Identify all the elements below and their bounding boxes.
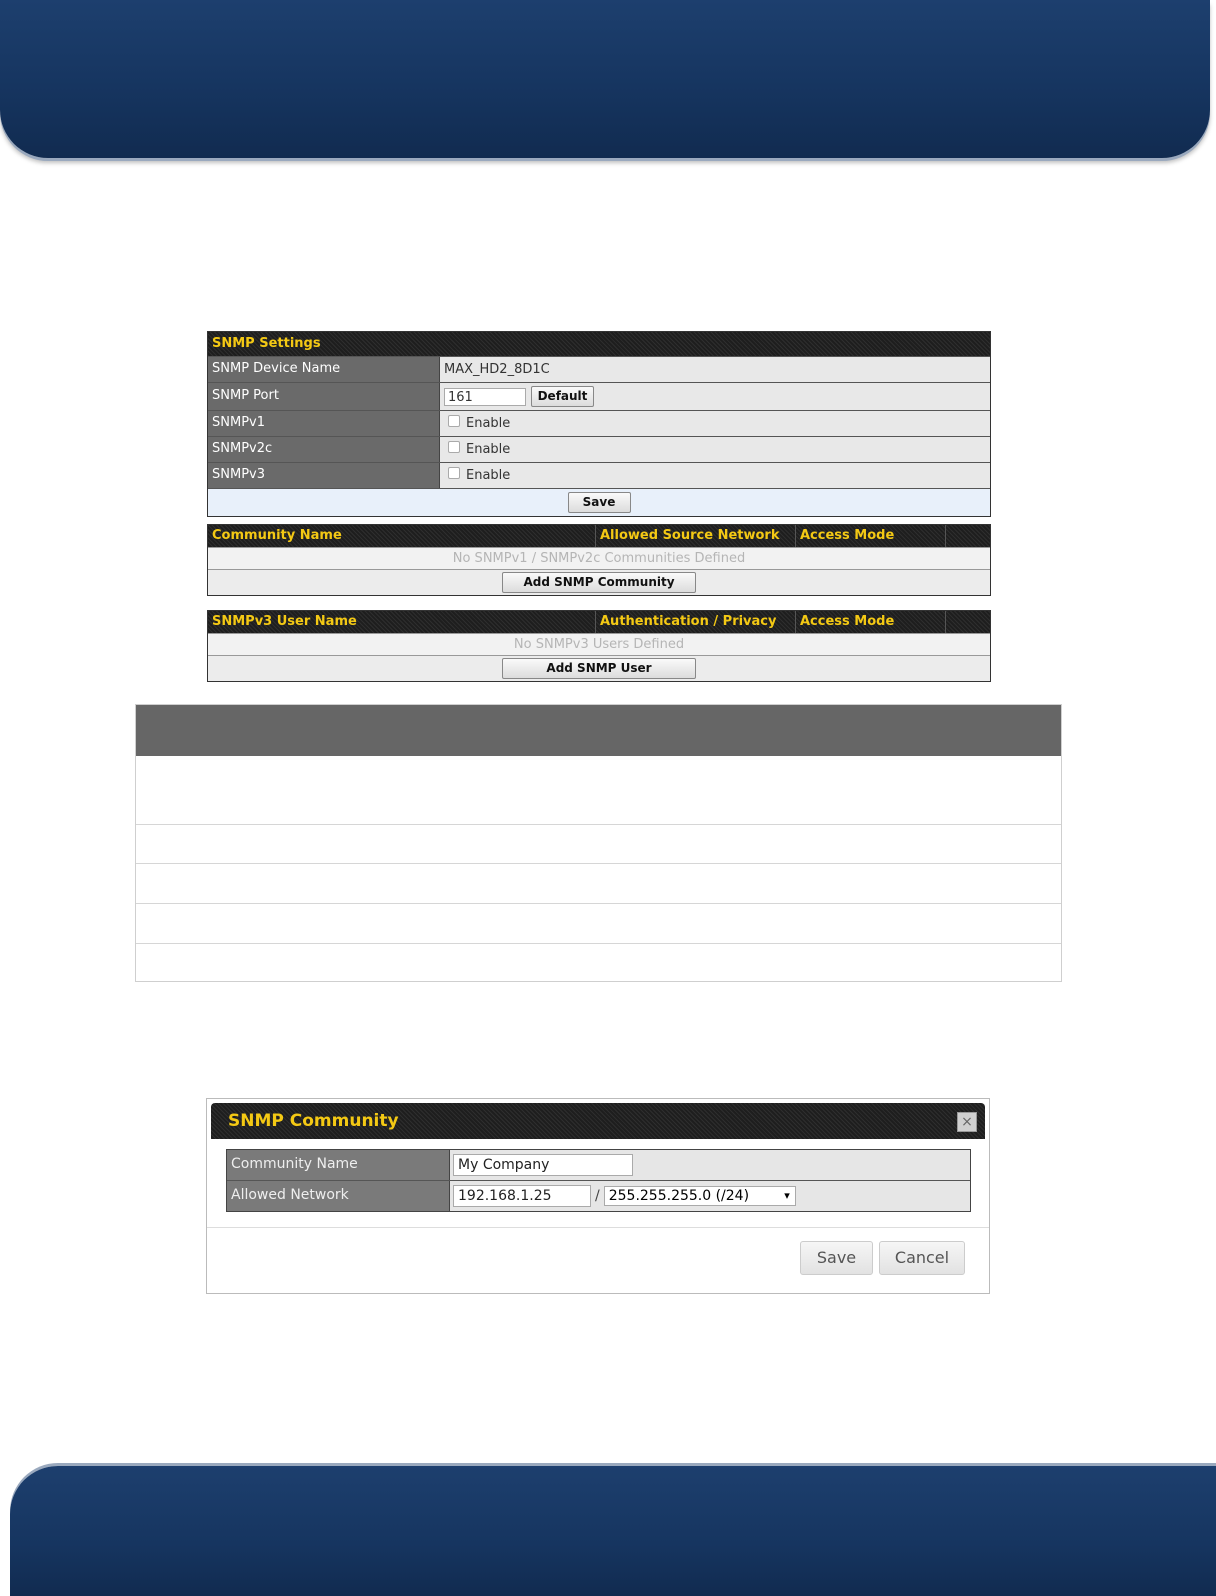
user-empty-text: No SNMPv3 Users Defined: [208, 633, 990, 655]
add-snmp-community-button[interactable]: Add SNMP Community: [502, 572, 696, 593]
snmp-community-dialog: [206, 1098, 990, 1294]
user-add-row: [208, 655, 990, 681]
community-add-row: [208, 569, 990, 595]
row-community-name: [227, 1150, 970, 1180]
description-row: [136, 824, 1061, 863]
community-name-label: Community Name: [227, 1150, 450, 1180]
device-name-label: SNMP Device Name: [208, 357, 440, 382]
snmpv1-enable-checkbox[interactable]: [448, 415, 460, 427]
network-ip-input[interactable]: 192.168.1.25: [453, 1185, 591, 1207]
snmpv2c-enable-checkbox[interactable]: [448, 441, 460, 453]
snmpv3-enable-checkbox[interactable]: [448, 467, 460, 479]
dialog-divider: [207, 1227, 989, 1228]
snmp-settings-panel: [207, 331, 991, 517]
row-allowed-network: [227, 1180, 970, 1211]
row-snmpv3: [208, 462, 990, 488]
dialog-form: [226, 1149, 971, 1212]
description-row: [136, 903, 1061, 943]
snmpv1-label: SNMPv1: [208, 411, 440, 436]
row-device-name: [208, 356, 990, 382]
device-name-value: MAX_HD2_8D1C: [444, 361, 550, 377]
add-snmp-user-button[interactable]: Add SNMP User: [502, 658, 696, 679]
snmpv2c-label: SNMPv2c: [208, 437, 440, 462]
dialog-save-button[interactable]: Save: [800, 1241, 873, 1275]
footer-banner: [10, 1466, 1216, 1596]
snmpv3-label: SNMPv3: [208, 463, 440, 488]
col-authentication-privacy: Authentication / Privacy: [596, 611, 796, 633]
subnet-mask-select[interactable]: [604, 1186, 796, 1206]
dialog-title: SNMP Community: [228, 1111, 399, 1131]
community-table: [207, 524, 991, 596]
save-row: [208, 488, 990, 516]
col-actions: [946, 525, 990, 547]
community-name-input[interactable]: My Company: [453, 1154, 633, 1176]
header-banner: [0, 0, 1210, 158]
chevron-down-icon: ▾: [784, 1189, 790, 1202]
snmpv2c-enable-label: Enable: [466, 441, 511, 457]
row-snmpv1: [208, 410, 990, 436]
save-settings-button[interactable]: Save: [568, 492, 631, 513]
col-user-access-mode: Access Mode: [796, 611, 946, 633]
default-port-button[interactable]: Default: [531, 386, 594, 407]
col-allowed-source-network: Allowed Source Network: [596, 525, 796, 547]
network-separator: /: [595, 1188, 600, 1204]
port-label: SNMP Port: [208, 383, 440, 410]
user-table: [207, 610, 991, 682]
close-icon[interactable]: ×: [957, 1112, 977, 1132]
dialog-header: [211, 1103, 985, 1139]
snmpv1-enable-label: Enable: [466, 415, 511, 431]
allowed-network-label: Allowed Network: [227, 1181, 450, 1211]
user-table-header: [208, 611, 990, 633]
description-row: [136, 863, 1061, 903]
col-community-name: Community Name: [208, 525, 596, 547]
snmp-settings-title: SNMP Settings: [208, 332, 990, 356]
col-snmpv3-user-name: SNMPv3 User Name: [208, 611, 596, 633]
community-table-header: [208, 525, 990, 547]
description-row: [136, 756, 1061, 824]
col-user-actions: [946, 611, 990, 633]
row-port: [208, 382, 990, 410]
description-row: [136, 943, 1061, 983]
community-empty-text: No SNMPv1 / SNMPv2c Communities Defined: [208, 547, 990, 569]
description-table-header: [136, 705, 1061, 756]
dialog-cancel-button[interactable]: Cancel: [879, 1241, 965, 1275]
port-input[interactable]: 161: [444, 388, 526, 406]
col-access-mode: Access Mode: [796, 525, 946, 547]
subnet-mask-value: 255.255.255.0 (/24): [608, 1188, 750, 1204]
row-snmpv2c: [208, 436, 990, 462]
description-table: [135, 704, 1062, 982]
snmpv3-enable-label: Enable: [466, 467, 511, 483]
